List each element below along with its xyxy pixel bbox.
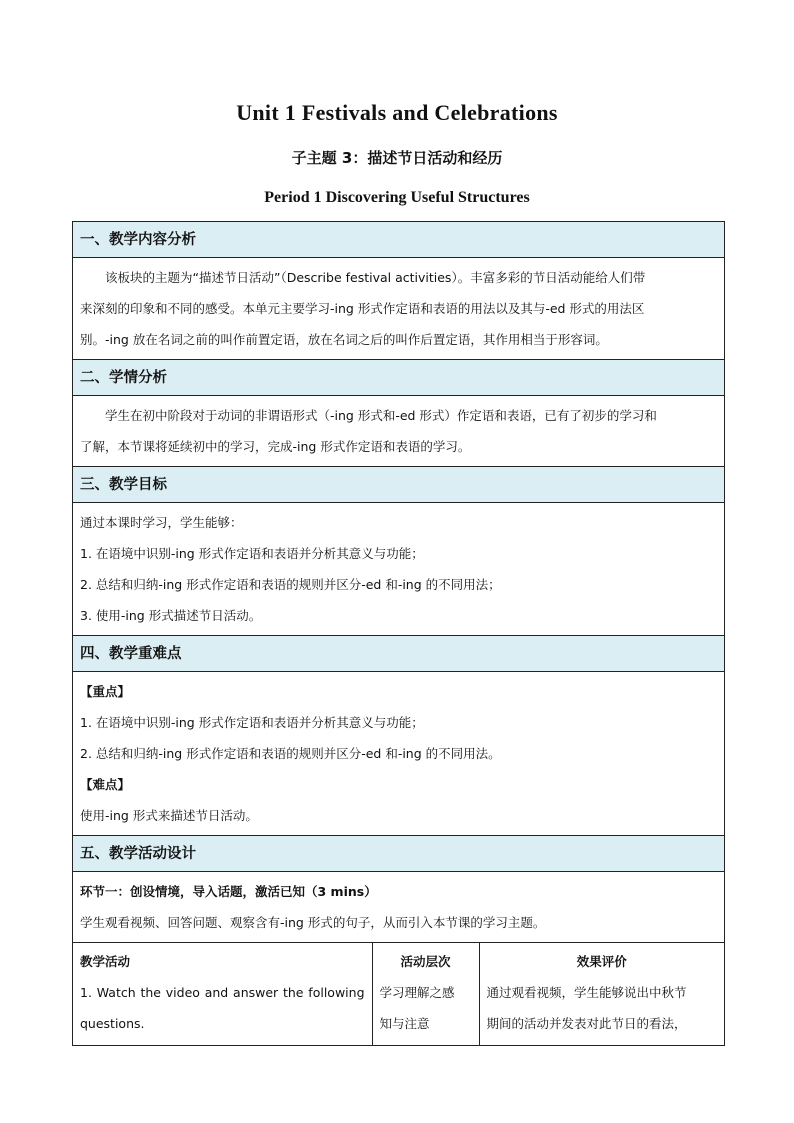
difficulty-label: 【难点】 [80,777,131,792]
key-point-item: 2. 总结和归纳-ing 形式作定语和表语的规则并区分-ed 和-ing 的不同用法。 [80,746,501,761]
section-body-activity-design [73,872,724,943]
key-points-label: 【重点】 [80,684,131,699]
table-cell-level [372,977,479,1045]
objective-item: 3. 使用-ing 形式描述节日活动。 [80,608,262,623]
cell-line: 期间的活动并发表对此节日的看法， [486,1016,687,1031]
paragraph-line: 该板块的主题为“描述节日活动”（Describe festival activities）。丰富多彩的节日活动能给人们带 [105,270,646,285]
column-header-level: 活动层次 [372,943,479,977]
section-heading-content-analysis: 一、教学内容分析 [73,222,724,258]
objectives-intro: 通过本课时学习，学生能够： [80,515,243,530]
cell-line: 1. Watch the video and answer the following [80,985,365,1000]
column-header-evaluation: 效果评价 [576,954,627,969]
section-body-content-analysis [73,258,724,360]
objective-item: 2. 总结和归纳-ing 形式作定语和表语的规则并区分-ed 和-ing 的不同用法； [80,577,501,592]
difficulty-text: 使用-ing 形式来描述节日活动。 [80,808,258,823]
period-title: Period 1 Discovering Useful Structures [264,189,530,206]
table-cell-evaluation [479,977,724,1045]
objective-item: 1. 在语境中识别-ing 形式作定语和表语并分析其意义与功能； [80,546,424,561]
section-heading-key-points: 四、教学重难点 [73,636,724,672]
key-point-item: 1. 在语境中识别-ing 形式作定语和表语并分析其意义与功能； [80,715,424,730]
paragraph-line: 学生在初中阶段对于动词的非谓语形式（-ing 形式和-ed 形式）作定语和表语，已有了初步的学习和 [105,408,657,423]
activity-table [73,943,724,1045]
step-title: 环节一：创设情境，导入话题，激活已知（3 mins） [80,884,377,899]
lesson-plan-table [72,221,725,1046]
paragraph-line: 别。-ing 放在名词之前的叫作前置定语，放在名词之后的叫作后置定语，其作用相当于形容词。 [80,332,608,347]
section-body-student-analysis [73,396,724,467]
subtopic-title: 子主题 3：描述节日活动和经历 [291,149,503,167]
cell-line: 通过观看视频，学生能够说出中秋节 [486,985,687,1000]
step-description: 学生观看视频、回答问题、观察含有-ing 形式的句子，从而引入本节课的学习主题。 [80,915,546,930]
paragraph-line: 来深刻的印象和不同的感受。本单元主要学习-ing 形式作定语和表语的用法以及其与-ed 形式的用法区 [80,301,645,316]
section-heading-activity-design: 五、教学活动设计 [73,836,724,872]
document-title: Unit 1 Festivals and Celebrations [236,100,558,125]
table-row [73,977,724,1045]
cell-line: 知与注意 [379,1016,430,1031]
column-header-activity: 教学活动 [73,943,372,977]
section-body-key-points [73,672,724,836]
cell-line: 学习理解之感 [379,985,455,1000]
section-heading-student-analysis: 二、学情分析 [73,360,724,396]
paragraph-line: 了解，本节课将延续初中的学习，完成-ing 形式作定语和表语的学习。 [80,439,471,454]
cell-line: questions. [80,1016,145,1031]
table-header-row [73,943,724,977]
section-body-objectives [73,503,724,636]
section-heading-objectives: 三、教学目标 [73,467,724,503]
table-cell-activity [73,977,372,1045]
